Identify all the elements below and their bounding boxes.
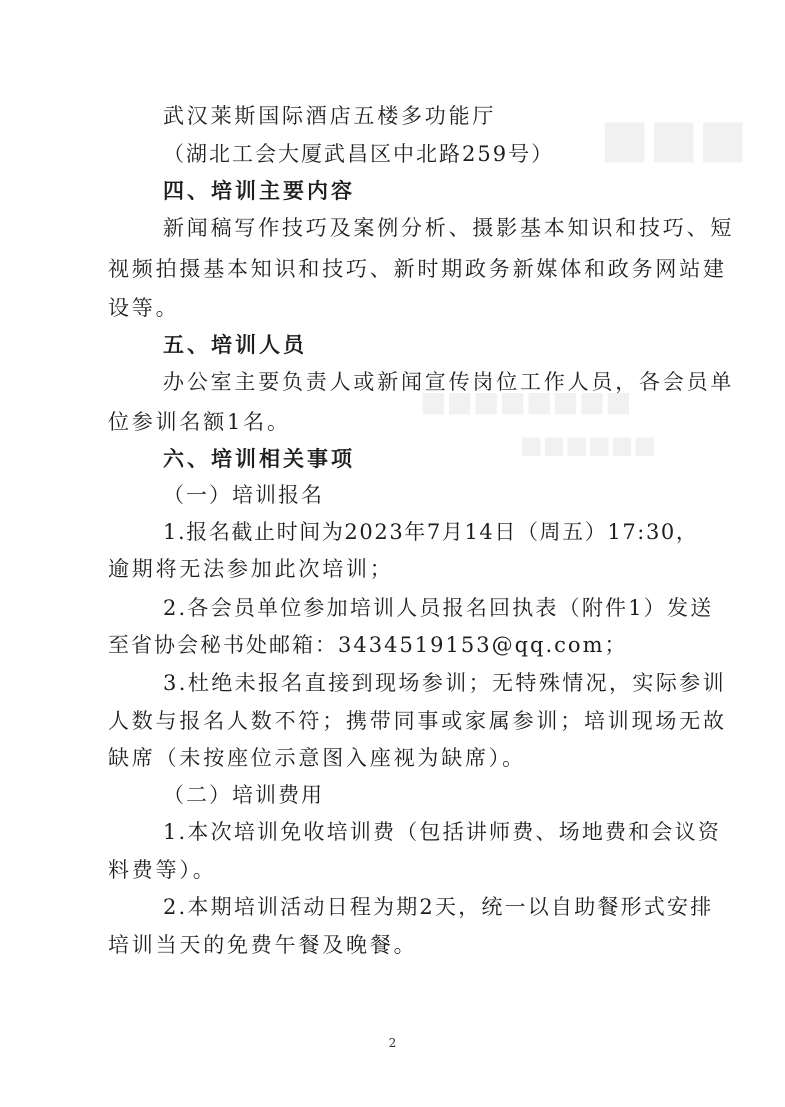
section-4-line: 设等。 — [108, 296, 180, 320]
section-5-line: 位参训名额1名。 — [108, 410, 291, 434]
fees-line: 1.本次培训免收培训费（包括讲师费、场地费和会议资 — [163, 820, 722, 844]
bleed-through-decoration: ■■■■■■ — [520, 430, 657, 459]
subsection-fees-title: （二）培训费用 — [163, 783, 324, 807]
bleed-through-decoration: ■■■■■■■■ — [420, 385, 632, 418]
registration-line: 人数与报名人数不符；携带同事或家属参训；培训现场无故 — [108, 709, 727, 733]
section-6-heading: 六、培训相关事项 — [163, 447, 355, 471]
fees-line: 料费等）。 — [108, 858, 217, 882]
registration-line: 1.报名截止时间为2023年7月14日（周五）17:30， — [163, 520, 699, 544]
section-4-heading: 四、培训主要内容 — [163, 179, 355, 203]
registration-line: 逾期将无法参加此次培训； — [108, 557, 394, 581]
venue-address: （湖北工会大厦武昌区中北路259号） — [163, 142, 555, 166]
fees-line: 2.本期培训活动日程为期2天，统一以自助餐形式安排 — [163, 895, 714, 919]
registration-line: 3.杜绝未报名直接到现场参训；无特殊情况，实际参训 — [163, 671, 727, 695]
section-4-line: 新闻稿写作技巧及案例分析、摄影基本知识和技巧、短 — [163, 216, 735, 240]
section-4-line: 视频拍摄基本知识和技巧、新时期政务新媒体和政务网站建 — [108, 257, 727, 281]
registration-line: 至省协会秘书处邮箱：3434519153@qq.com； — [108, 633, 628, 657]
bleed-through-decoration: ■■■ — [600, 108, 748, 169]
registration-line: 缺席（未按座位示意图入座视为缺席）。 — [108, 746, 526, 770]
venue-name: 武汉莱斯国际酒店五楼多功能厅 — [163, 104, 497, 128]
section-5-heading: 五、培训人员 — [163, 333, 307, 357]
fees-line: 培训当天的免费午餐及晚餐。 — [108, 933, 418, 957]
page-number: 2 — [388, 1036, 397, 1050]
subsection-registration-title: （一）培训报名 — [163, 483, 324, 507]
section-5-line: 办公室主要负责人或新闻宣传岗位工作人员，各会员单 — [163, 370, 735, 394]
registration-line: 2.各会员单位参加培训人员报名回执表（附件1）发送 — [163, 596, 714, 620]
